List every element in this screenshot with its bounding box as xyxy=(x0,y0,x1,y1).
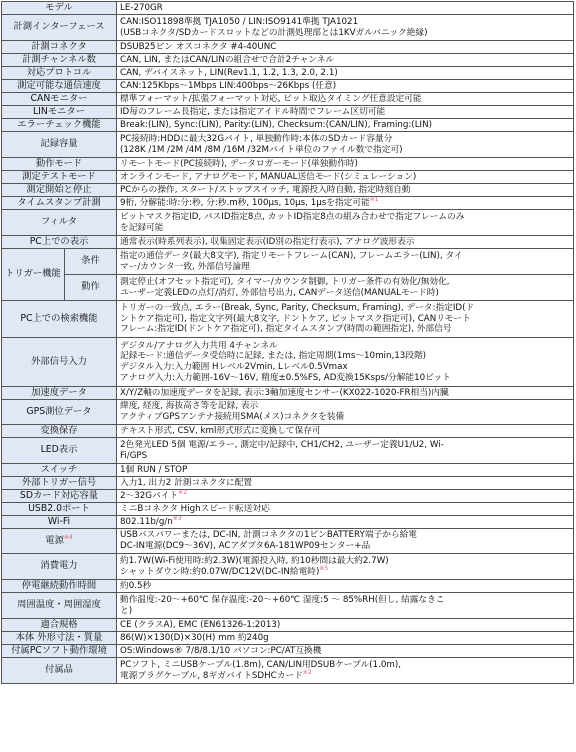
spec-label xyxy=(2,632,117,645)
spec-value-line xyxy=(120,373,570,384)
spec-value xyxy=(117,197,574,210)
spec-value-line xyxy=(120,426,570,437)
spec-row xyxy=(2,15,574,41)
spec-label-text: 測定開始と停止 xyxy=(26,183,92,195)
spec-value-text: 動作温度:-20〜+60℃ 保存温度:-20〜+60℃ 湿度:5 〜 85%RH(但し, 結露なきこ xyxy=(120,594,445,605)
spec-value-line xyxy=(120,351,570,362)
spec-row xyxy=(2,438,574,464)
footnote-mark: ※1 xyxy=(369,196,379,203)
spec-value xyxy=(117,400,574,425)
spec-value xyxy=(117,184,574,197)
spec-value xyxy=(117,645,574,658)
spec-value-line xyxy=(120,530,570,541)
spec-label xyxy=(2,80,117,93)
spec-value-line xyxy=(120,28,570,39)
spec-value-line xyxy=(120,42,570,53)
spec-label xyxy=(2,554,117,580)
spec-value-text: 86(W)×130(D)×30(H) mm 約240g xyxy=(120,632,269,643)
footnote-mark: ※2 xyxy=(302,668,312,676)
spec-row xyxy=(2,580,574,593)
spec-value-line xyxy=(120,660,570,671)
spec-label-text: モデル xyxy=(45,1,73,13)
spec-value-text: CAN:125Kbps〜1Mbps LIN:400bps〜26Kbps (任意) xyxy=(120,80,337,91)
spec-value-line xyxy=(120,55,570,66)
spec-label-text: GPS測位データ xyxy=(26,405,92,417)
spec-value xyxy=(117,15,574,41)
spec-value xyxy=(117,119,574,132)
spec-row xyxy=(2,197,574,210)
spec-label xyxy=(2,184,117,197)
spec-label xyxy=(2,197,117,210)
spec-value-text: 緯度, 経度, 海抜高さ等を記録, 表示 xyxy=(120,401,259,412)
spec-value-text: 電源プラグケーブル, 8ギガバイトSDHCカード xyxy=(120,670,303,681)
spec-value-text: フレーム:指定ID(ドントケア指定可), 指定タイムスタンプ(時間の範囲指定), 外部信号 xyxy=(120,324,452,335)
spec-value-text: PC接続時:HDDに最大32Gバイト, 単独動作時:本体のSDカード容量分 xyxy=(120,133,393,144)
spec-label xyxy=(2,619,117,632)
spec-value-text: 通常表示(時系列表示), 収集固定表示(ID別の指定行表示), アナログ波形表示 xyxy=(120,236,415,247)
spec-label xyxy=(2,400,117,425)
spec-label xyxy=(2,645,117,658)
spec-value-text: と) xyxy=(120,605,133,616)
spec-row xyxy=(2,503,574,516)
spec-value-text: DC-IN電源(DC9〜36V), ACアダプタ6A-181WP09センター+品 xyxy=(120,541,371,551)
spec-label-text: 電源 xyxy=(45,534,64,546)
spec-value-line xyxy=(120,412,570,423)
spec-value xyxy=(117,132,574,158)
spec-value-line xyxy=(120,172,570,183)
spec-value-line xyxy=(120,81,570,92)
spec-sub-label: 動作 xyxy=(65,275,117,301)
spec-label-text: 計測インターフェース xyxy=(13,21,105,33)
spec-value xyxy=(117,93,574,106)
spec-row xyxy=(2,619,574,632)
spec-label xyxy=(2,119,117,132)
spec-value-text: ントケア指定可), 指定文字列(最大8文字, ドントケア, ビットマスク指定可), CANリモート xyxy=(120,313,471,324)
spec-label xyxy=(2,15,117,41)
spec-value xyxy=(117,2,574,15)
spec-value xyxy=(117,438,574,464)
spec-label xyxy=(2,301,117,338)
spec-label-text: 計測チャンネル数 xyxy=(22,53,96,65)
spec-value-text: 入力1, 出力2 計測コネクタに配置 xyxy=(120,477,253,488)
spec-label xyxy=(2,338,117,387)
spec-label xyxy=(2,425,117,438)
spec-label-text: 付属品 xyxy=(45,664,73,676)
spec-label xyxy=(2,529,117,554)
spec-label-text: USB2.0ポート xyxy=(28,502,90,514)
spec-group-label: トリガー機能 xyxy=(2,249,65,301)
spec-value-line xyxy=(120,451,570,462)
spec-row xyxy=(2,400,574,425)
spec-value-text: ミニBコネクタ Highスピード転送対応 xyxy=(120,503,270,514)
spec-value xyxy=(117,516,574,529)
spec-row xyxy=(2,338,574,387)
spec-row xyxy=(2,516,574,529)
spec-value xyxy=(117,477,574,490)
spec-row xyxy=(2,93,574,106)
spec-label xyxy=(2,580,117,593)
spec-value-line xyxy=(120,606,570,617)
spec-value xyxy=(117,632,574,645)
spec-value-text: X/Y/Z軸の加速度データを記録, 表示:3軸加速度センサー(KX022-1020-FR相当)内臓 xyxy=(120,387,449,398)
spec-value-text: テキスト形式, CSV, kml形式形式に変換して保存可 xyxy=(120,425,321,436)
spec-value xyxy=(117,210,574,236)
spec-value-line xyxy=(120,388,570,399)
spec-label-text: LINモニター xyxy=(32,105,86,117)
spec-label-text: スイッチ xyxy=(40,463,78,475)
spec-value-line xyxy=(120,478,570,489)
spec-label xyxy=(2,41,117,54)
spec-row xyxy=(2,529,574,554)
spec-row xyxy=(2,171,574,184)
spec-value-text: オンラインモード, アナログモード, MANUAL送信モード(シミュレーション) xyxy=(120,171,417,182)
spec-value-text: CAN, LIN, またはCAN/LINの組合せで合計2チャンネル xyxy=(120,54,335,65)
spec-value-line xyxy=(120,107,570,118)
spec-value-line xyxy=(120,401,570,412)
spec-value-text: デジタル入力:入力範囲 Hレベル2Vmin, Lレベル0.5Vmax xyxy=(120,362,348,372)
spec-row xyxy=(2,490,574,503)
spec-label-text: エラーチェック機能 xyxy=(17,118,101,130)
spec-value-text: リモートモード(PC接続時), データロガーモード(単独動作時) xyxy=(120,158,358,169)
spec-label-text: SDカード対応容量 xyxy=(19,489,99,501)
spec-value xyxy=(117,580,574,593)
spec-value-line xyxy=(120,94,570,105)
spec-value xyxy=(117,158,574,171)
spec-value-text: 1個 RUN / STOP xyxy=(120,464,188,475)
spec-row xyxy=(2,67,574,80)
spec-label-text: 適合規格 xyxy=(40,618,78,630)
spec-label xyxy=(2,132,117,158)
spec-label xyxy=(2,54,117,67)
spec-value-line xyxy=(120,3,570,14)
spec-value-line xyxy=(120,303,570,314)
spec-label xyxy=(2,387,117,400)
spec-value-line xyxy=(120,314,570,325)
spec-value-line xyxy=(120,145,570,156)
spec-value-text: PCからの操作, スタート/ストップスイッチ, 電源投入時自動, 指定時刻自動 xyxy=(120,184,411,195)
spec-value-text: CE (クラスA), EMC (EN61326-1:2013) xyxy=(120,619,281,630)
spec-row xyxy=(2,464,574,477)
spec-row xyxy=(2,2,574,15)
spec-label-text: フィルタ xyxy=(40,216,78,228)
spec-value-line xyxy=(120,440,570,451)
spec-value-line xyxy=(120,564,570,578)
spec-row xyxy=(2,275,574,301)
spec-row xyxy=(2,80,574,93)
spec-value-line xyxy=(120,633,570,644)
spec-value-text: USBバスパワーまたは, DC-IN, 計測コネクタの1ピンBATTERY端子から給電 xyxy=(120,530,417,541)
spec-table xyxy=(1,1,574,684)
spec-value xyxy=(117,171,574,184)
spec-value-text: PCソフト, ミニUSBケーブル(1.8m), CAN/LIN用DSUBケーブル(1.0m), xyxy=(120,659,401,670)
spec-row xyxy=(2,387,574,400)
spec-value xyxy=(117,529,574,554)
spec-sub-label: 条件 xyxy=(65,249,117,275)
spec-label xyxy=(2,236,117,249)
spec-value xyxy=(117,503,574,516)
spec-value-text: (128K /1M /2M /4M /8M /16M /32Mバイト単位のファイル数で指定可) xyxy=(120,144,403,155)
spec-value xyxy=(117,80,574,93)
spec-row xyxy=(2,184,574,197)
spec-label-text: 周囲温度・周囲湿度 xyxy=(17,599,101,611)
spec-value-text: アナログ入力:入力範囲-16V〜16V, 精度±0.5%FS, AD変換15Ksps/分解能10ビット xyxy=(120,372,451,383)
spec-label xyxy=(2,490,117,503)
spec-row xyxy=(2,119,574,132)
spec-value xyxy=(117,275,574,301)
spec-value-line xyxy=(120,68,570,79)
spec-label xyxy=(2,503,117,516)
spec-value-text: LE-270GR xyxy=(120,2,163,13)
spec-value-line xyxy=(120,251,570,262)
spec-label-text: 測定テストモード xyxy=(22,170,96,182)
spec-row xyxy=(2,301,574,338)
spec-value xyxy=(117,67,574,80)
spec-value-line xyxy=(120,277,570,288)
spec-row xyxy=(2,158,574,171)
spec-value-line xyxy=(120,465,570,476)
footnote-mark: ※4 xyxy=(63,533,73,541)
spec-value xyxy=(117,593,574,619)
spec-value-text: トリガーの一致点, エラー(Break, Sync, Parity, Checksum, Framing), データ:指定ID(ド xyxy=(120,303,475,314)
spec-value-text: マー/カウンタ一致, 外部信号論理 xyxy=(120,261,250,272)
spec-value xyxy=(117,658,574,684)
spec-label-text: 付属PCソフト動作環境 xyxy=(11,644,107,656)
spec-value-line xyxy=(120,581,570,592)
spec-label xyxy=(2,2,117,15)
spec-value-line xyxy=(120,541,570,552)
spec-value-text: 約1.7W(Wi-Fi使用時:約2.3W)(電源投入時, 約10秒間は最大約2.7W) xyxy=(120,555,389,566)
spec-value-text: 802.11b/g/n xyxy=(120,516,173,527)
spec-label-text: 消費電力 xyxy=(40,560,78,572)
spec-value-text: (USBコネクタ/SDカードスロットなどの計測処理部とは1KVガルバニック絶縁) xyxy=(120,27,428,38)
spec-value-line xyxy=(120,620,570,631)
spec-value-text: DSUB25ピン オスコネクタ #4-40UNC xyxy=(120,41,277,52)
spec-label-text: 外部信号入力 xyxy=(31,355,87,367)
spec-label-text: Wi-Fi xyxy=(47,515,71,527)
spec-value-line xyxy=(120,159,570,170)
spec-value-line xyxy=(120,362,570,373)
spec-value-text: を記録可能 xyxy=(120,222,164,233)
spec-value xyxy=(117,554,574,580)
spec-label xyxy=(2,593,117,619)
spec-label-text: 本体 外形寸法・質量 xyxy=(15,631,103,643)
spec-value-line xyxy=(120,324,570,335)
spec-label xyxy=(2,210,117,236)
footnote-mark: ※5 xyxy=(319,564,329,572)
spec-value-line xyxy=(120,341,570,352)
spec-label-text: 記録容量 xyxy=(40,138,78,150)
spec-value xyxy=(117,106,574,119)
spec-value xyxy=(117,490,574,503)
spec-label xyxy=(2,477,117,490)
spec-value-line xyxy=(120,517,570,528)
spec-row xyxy=(2,54,574,67)
spec-value xyxy=(117,425,574,438)
spec-value-text: デジタル/アナログ入力共用 4チャンネル xyxy=(120,340,278,351)
spec-label xyxy=(2,67,117,80)
spec-row xyxy=(2,477,574,490)
spec-value-text: ユーザー定義LEDの点灯/消灯, 外部信号出力, CANデータ送信(MANUALモード時) xyxy=(120,287,439,298)
spec-value-line xyxy=(120,288,570,299)
spec-row xyxy=(2,249,574,275)
spec-label xyxy=(2,438,117,464)
spec-label-text: 停電継続動作時間 xyxy=(21,579,97,591)
spec-label xyxy=(2,106,117,119)
spec-value-text: 2色発光LED 5個 電源/エラー, 測定中/記録中, CH1/CH2, ユーザー定義U1/U2, Wi- xyxy=(120,439,444,450)
spec-value-line xyxy=(120,198,570,209)
spec-label-text: PC上での検索機能 xyxy=(20,312,98,324)
spec-row xyxy=(2,593,574,619)
spec-value xyxy=(117,301,574,338)
spec-row xyxy=(2,132,574,158)
spec-value-line xyxy=(120,212,570,223)
spec-row xyxy=(2,658,574,684)
spec-value-line xyxy=(120,134,570,145)
spec-value-line xyxy=(120,595,570,606)
spec-value-text: Break:(LIN), Sync:(LIN), Parity:(LIN), Checksum:(CAN/LIN), Framing:(LIN) xyxy=(120,119,432,130)
spec-value-line xyxy=(120,237,570,248)
spec-value-text: OS:Windows® 7/8/8.1/10 パソコン:PC/AT互換機 xyxy=(120,645,322,656)
spec-value-text: CAN:ISO11898準拠 TJA1050 / LIN:ISO9141準拠 TJA1021 xyxy=(120,16,359,27)
spec-label-text: 加速度データ xyxy=(31,386,87,398)
spec-value-line xyxy=(120,556,570,567)
spec-value-text: 測定停止(オフセット指定可), タイマー/カウンタ制御, トリガー条件の有効化/無効化, xyxy=(120,276,450,287)
spec-value xyxy=(117,249,574,275)
spec-value-line xyxy=(120,646,570,657)
spec-label-text: 計測コネクタ xyxy=(31,40,87,52)
spec-label xyxy=(2,93,117,106)
spec-label xyxy=(2,464,117,477)
spec-value-text: 9桁, 分解能:時:分:秒, 分:秒.m秒, 100μs, 10μs, 1μsを指定可能 xyxy=(120,197,370,208)
spec-value-text: 約0.5秒 xyxy=(120,580,152,591)
spec-value xyxy=(117,236,574,249)
spec-row xyxy=(2,41,574,54)
spec-value-line xyxy=(120,223,570,234)
spec-value-text: CAN, デバイスネット, LIN(Rev1.1, 1.2, 1.3, 2.0, 2.1) xyxy=(120,67,338,78)
spec-value-text: シャットダウン時:約0.07W/DC12V(DC-IN給電時) xyxy=(120,566,320,577)
spec-label xyxy=(2,158,117,171)
spec-value-text: アクティブGPSアンテナ接続用SMA(メス)コネクタを装備 xyxy=(120,412,345,422)
spec-value-line xyxy=(120,668,570,682)
spec-value-line xyxy=(120,491,570,502)
spec-value-text: 記録モード:通信データ受信時に記録, または, 指定周期(1ms〜10min,13段階) xyxy=(120,351,427,362)
spec-value-line xyxy=(120,185,570,196)
spec-label-text: 外部トリガー信号 xyxy=(21,476,97,488)
spec-table-body xyxy=(2,2,574,684)
spec-label-text: 対応プロトコル xyxy=(26,66,92,78)
spec-value-line xyxy=(120,120,570,131)
spec-label-text: 変換保存 xyxy=(40,424,78,436)
spec-value-text: 2〜32Gバイト xyxy=(120,490,179,501)
spec-label-text: PC上での表示 xyxy=(29,235,89,247)
spec-row xyxy=(2,645,574,658)
spec-label xyxy=(2,658,117,684)
spec-value xyxy=(117,619,574,632)
spec-value xyxy=(117,464,574,477)
spec-row xyxy=(2,210,574,236)
spec-row xyxy=(2,632,574,645)
spec-value-text: 標準フォーマット/拡張フォーマット対応, ビット取込タイミング任意設定可能 xyxy=(120,93,422,104)
footnote-mark: ※3 xyxy=(172,515,182,522)
spec-value-text: ID毎のフレーム長指定, または指定アイドル時間でフレーム区切可能 xyxy=(120,106,386,117)
spec-value-line xyxy=(120,17,570,28)
spec-row xyxy=(2,425,574,438)
spec-value xyxy=(117,338,574,387)
spec-value xyxy=(117,54,574,67)
spec-value-text: Fi/GPS xyxy=(120,450,148,461)
spec-label xyxy=(2,171,117,184)
spec-value xyxy=(117,387,574,400)
spec-label xyxy=(2,516,117,529)
spec-label-text: CANモニター xyxy=(30,92,88,104)
spec-value-line xyxy=(120,262,570,273)
spec-value xyxy=(117,41,574,54)
footnote-mark: ※2 xyxy=(178,489,187,496)
spec-label-text: 動作モード xyxy=(35,157,83,169)
spec-value-line xyxy=(120,504,570,515)
spec-row xyxy=(2,106,574,119)
spec-value-text: ビットマスク指定ID, パスID指定8点, カットID指定8点の組み合わせで指定フレームのみ xyxy=(120,211,465,222)
spec-value-text: 指定の通信データ(最大8文字), 指定リモートフレーム(CAN), フレームエラー(LIN), タイ xyxy=(120,250,463,261)
spec-label-text: LED表示 xyxy=(40,444,78,456)
spec-row xyxy=(2,236,574,249)
spec-label-text: 測定可能な通信速度 xyxy=(17,79,101,91)
spec-row xyxy=(2,554,574,580)
spec-label-text: タイムスタンプ計測 xyxy=(17,196,101,208)
